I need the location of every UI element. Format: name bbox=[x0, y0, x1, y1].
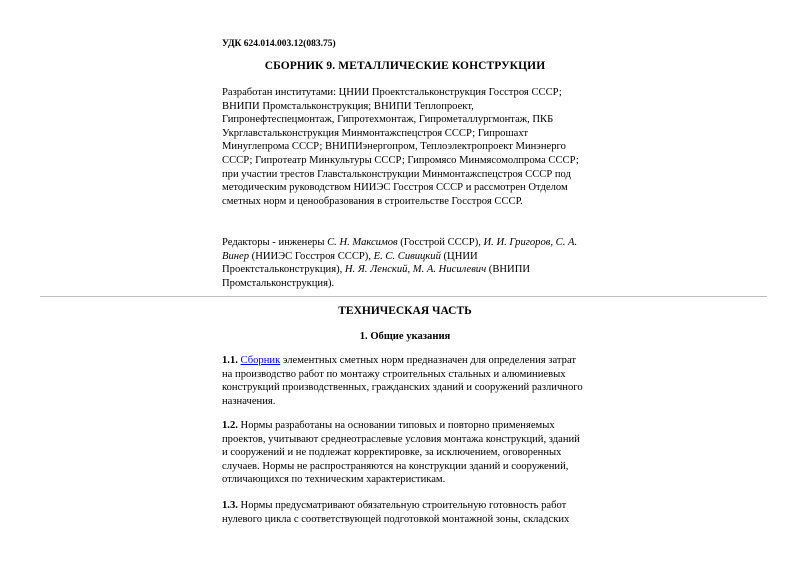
udk-code: УДК 624.014.003.12(083.75) bbox=[222, 39, 336, 49]
editors-paragraph bbox=[222, 236, 588, 290]
document-title: СБОРНИК 9. МЕТАЛЛИЧЕСКИЕ КОНСТРУКЦИИ bbox=[264, 60, 546, 72]
developers-paragraph: Разработан институтами: ЦНИИ Проектстальконструкция Госстроя СССР; ВНИПИ Промстальконструкция; ВНИПИ Теплопроект, Гипронефтеспецмонтаж, Гипротехмонтаж, Гипрометаллургмонтаж, ПКБ Укрглавстальконструкция Минмонтажспецстроя СССР; Гипрошахт Минуглепрома СССР; ВНИПИэнергопром, Теплоэлектропроект Минэнерго СССР; Гипротеатр Минкультуры СССР; Гипромясо Минмясомолпрома СССР; при участии трестов Главстальконструкции Минмонтажспецстроя СССР под методическим руководством НИИЭС Госстроя СССР и рассмотрен Отделом сметных норм и ценообразования в строительстве Госстроя СССР. bbox=[222, 87, 579, 207]
paragraph-text: Нормы предусматривают обязательную строительную готовность работ нулевого цикла с соответствующей подготовкой монтажной зоны, складских bbox=[222, 500, 570, 525]
paragraph-text: Нормы разработаны на основании типовых и повторно применяемых проектов, учитывают среднеотраслевые условия монтажа конструкций, зданий и сооружений и не подлежат корректировке, за исключением, оговоренных случаев. Нормы не распространяются на конструкции зданий и сооружений, отличающихся по техническим характеристикам. bbox=[222, 420, 580, 486]
editor-name: И. И. Григоров, С. А. Винер bbox=[222, 237, 578, 262]
paragraph-1-3 bbox=[222, 499, 588, 526]
paragraph-1-1 bbox=[222, 354, 588, 408]
editors-prefix: Редакторы - инженеры bbox=[222, 237, 328, 248]
editor-name: Е. С. Сивицкий bbox=[373, 250, 441, 262]
editor-org: (Госстрой СССР), bbox=[397, 237, 484, 248]
section-title: ТЕХНИЧЕСКАЯ ЧАСТЬ bbox=[338, 305, 472, 317]
horizontal-divider bbox=[40, 296, 767, 297]
editor-org: (ЦНИИ Проектстальконструкция), bbox=[222, 250, 478, 276]
paragraph-number: 1.2. bbox=[222, 420, 238, 431]
editor-name: Н. Я. Ленский, М. А. Нисилевич bbox=[344, 264, 487, 276]
editor-org: (ВНИПИ Промстальконструкция). bbox=[222, 264, 531, 289]
editor-org: (НИИЭС Госстроя СССР), bbox=[249, 250, 374, 262]
subsection-title: 1. Общие указания bbox=[359, 331, 451, 342]
paragraph-number: 1.1. bbox=[222, 355, 238, 366]
editor-name: С. Н. Максимов bbox=[327, 237, 398, 248]
paragraph-1-2 bbox=[222, 419, 588, 487]
paragraph-number: 1.3. bbox=[222, 500, 238, 511]
paragraph-text: элементных сметных норм предназначен для определения затрат на производство работ по монтажу строительных стальных и алюминиевых конструкций производственных, гражданских зданий и сооружений различного назначения. bbox=[222, 355, 583, 407]
sbornik-link[interactable]: Сборник bbox=[240, 355, 281, 366]
